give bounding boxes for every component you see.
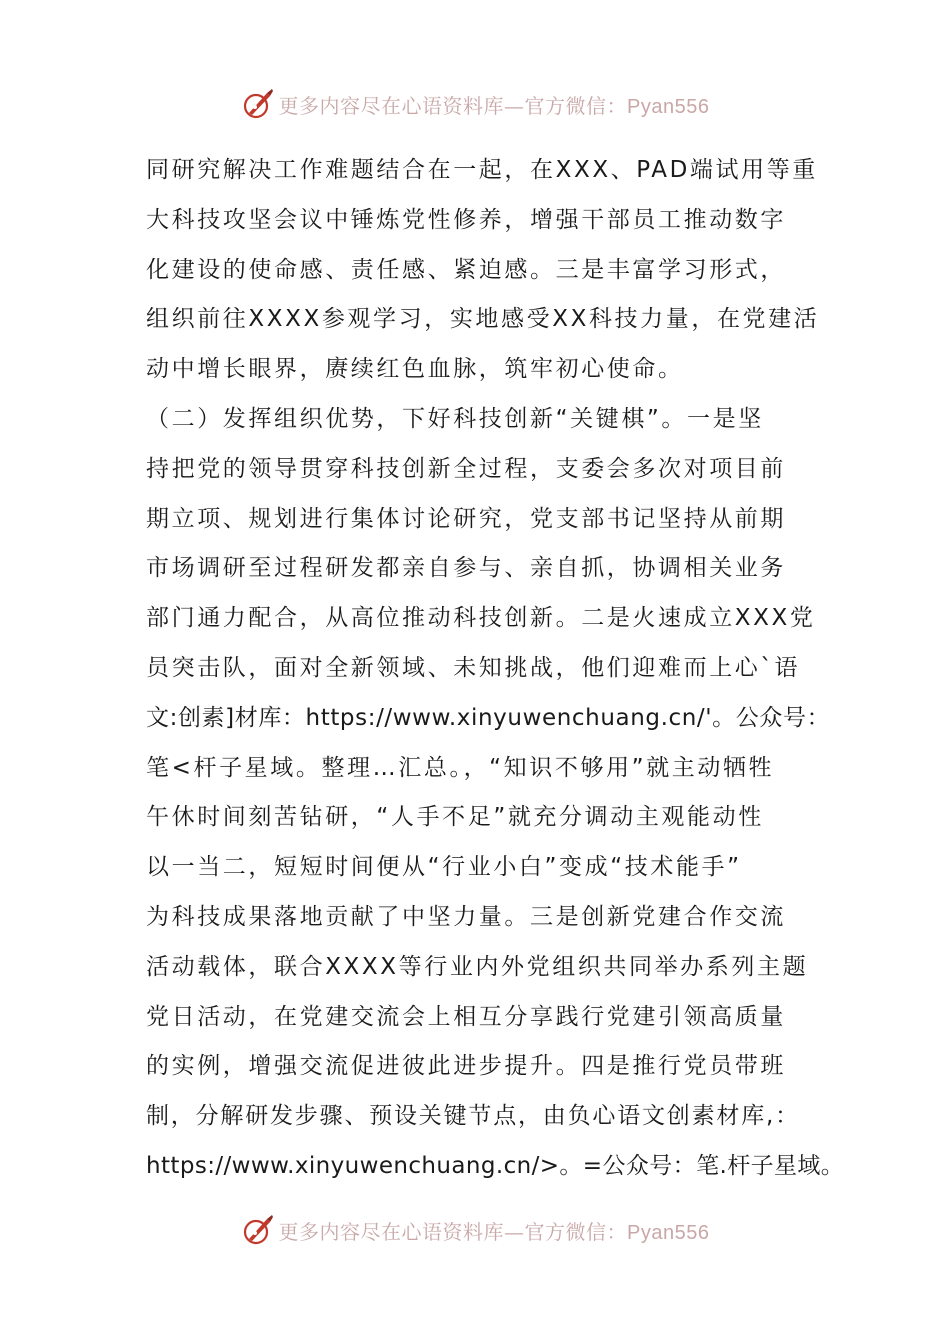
body-line: 部门通力配合，从高位推动科技创新。二是火速成立XXX党: [146, 605, 816, 632]
banner-wechat-id: Pyan556: [627, 95, 710, 118]
banner-text: 更多内容尽在心语资料库—官方微信：Pyan556: [278, 1219, 710, 1244]
body-line: 为科技成果落地贡献了中坚力量。三是创新党建合作交流: [146, 903, 786, 930]
body-line: 大科技攻坚会议中锤炼党性修养，增强干部员工推动数字: [146, 206, 786, 233]
footer-watermark-banner: [0, 1210, 950, 1250]
body-line: 文:创素]材库：https://www.xinyuwenchuang.cn/'。公众号：: [146, 704, 831, 731]
quill-pen-logo-icon: [241, 1213, 275, 1247]
body-line: 笔<杆子星域。整理…汇总。，“知识不够用”就主动牺牲: [146, 754, 775, 781]
quill-pen-logo-icon: [241, 87, 275, 121]
body-line: 党日活动，在党建交流会上相互分享践行党建引领高质量: [146, 1003, 786, 1030]
body-line: 午休时间刻苦钻研，“人手不足”就充分调动主观能动性: [146, 804, 764, 831]
body-line: 期立项、规划进行集体讨论研究，党支部书记坚持从前期: [146, 505, 786, 532]
body-line: 组织前往XXXX参观学习，实地感受XX科技力量，在党建活: [146, 306, 820, 333]
body-line: （二）发挥组织优势，下好科技创新“关键棋”。一是坚: [146, 405, 764, 432]
banner-text: 更多内容尽在心语资料库—官方微信：Pyan556: [278, 93, 710, 118]
body-line: 同研究解决工作难题结合在一起，在XXX、PAD端试用等重: [146, 157, 818, 183]
body-line: 的实例，增强交流促进彼此进步提升。四是推行党员带班: [146, 1053, 786, 1080]
body-line: 市场调研至过程研发都亲自参与、亲自抓，协调相关业务: [146, 555, 786, 582]
body-line: https://www.xinyuwenchuang.cn/>。=公众号：笔.杆子星域。: [146, 1152, 845, 1179]
header-watermark-banner: [0, 84, 950, 124]
body-line: 化建设的使命感、责任感、紧迫感。三是丰富学习形式，: [146, 256, 786, 283]
body-line: 员突击队，面对全新领域、未知挑战，他们迎难而上心`语: [146, 654, 801, 681]
body-line: 动中增长眼界，赓续红色血脉，筑牢初心使命。: [146, 356, 684, 383]
body-line: 以一当二，短短时间便从“行业小白”变成“技术能手”: [146, 854, 742, 881]
body-line: 持把党的领导贯穿科技创新全过程，支委会多次对项目前: [146, 455, 786, 482]
body-line: 制，分解研发步骤、预设关键节点，由负心语文创素材库,：: [146, 1103, 800, 1130]
banner-wechat-id: Pyan556: [627, 1221, 710, 1244]
document-body: [146, 146, 846, 1192]
body-line: 活动载体，联合XXXX等行业内外党组织共同举办系列主题: [146, 953, 809, 980]
